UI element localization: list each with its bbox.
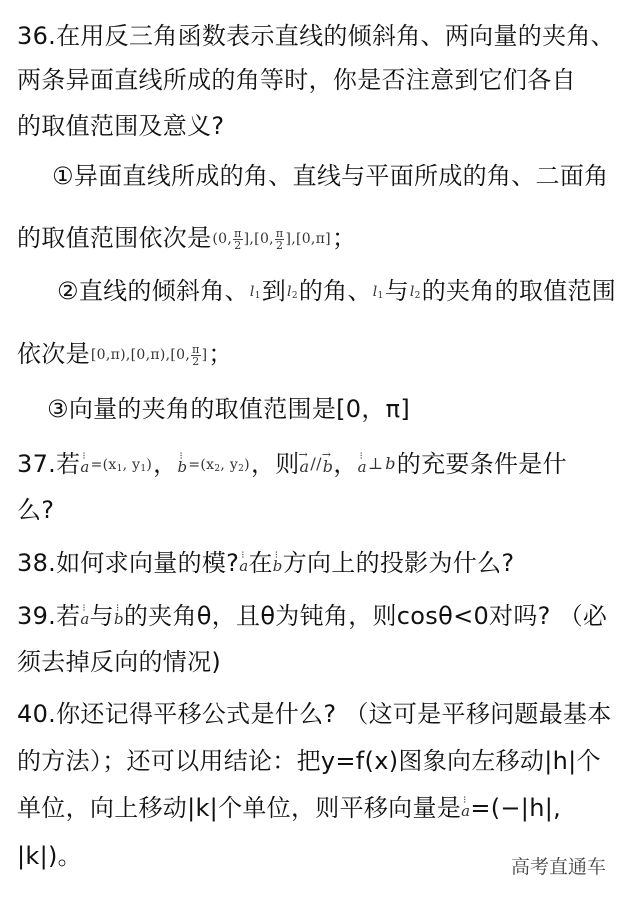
l3-symbol: $l_1$	[372, 284, 384, 301]
l1-symbol: $l_1$	[249, 284, 261, 301]
item-2-line-2: 依次是[0,π),[0,π),[0, $\frac{\pi}{2}$ ]；	[17, 340, 233, 368]
line-36-1: 36.在用反三角函数表示直线的倾斜角、两向量的夹角、	[17, 22, 615, 50]
l4-symbol: $l_2$	[409, 284, 421, 301]
line-39-1: 39.若⁝ a与⁝ b的夹角θ，且θ为钝角，则cosθ<0对吗? （必	[17, 600, 607, 635]
line-37-2: 么?	[17, 496, 55, 524]
line-40-2: 的方法）；还可以用结论：把y=f(x)图象向左移动|h|个	[17, 747, 601, 775]
line-39-2: 须去掉反向的情况)	[17, 648, 222, 676]
arrow-vector-a: → a	[300, 451, 310, 483]
item-3-line: ③向量的夹角的取值范围是[0，π]	[47, 395, 411, 423]
line-37-1: 37.若⁝ $a=(x_1$, $y_1$)，⁝ $b=(x_2$, $y_2$)，则→ a//→ b，⁝ a⊥ b的充要条件是什	[17, 448, 567, 485]
vector-a: ⁝ a	[461, 795, 470, 827]
ranges-1-formula: (0, $\frac{\pi}{2}$ ],[0, $\frac{\pi}{2}$ ],[0,π]	[212, 226, 331, 252]
vector-b: ⁝ b	[177, 451, 187, 483]
line-38: 38.如何求向量的模?⁝ a在⁝ b方向上的投影为什么?	[17, 547, 514, 582]
line-40-4: |k|)。	[17, 842, 82, 870]
ranges-label: 的取值范围依次是	[17, 224, 212, 252]
l2-symbol: $l_2$	[287, 284, 298, 301]
b-coords: $=(x_2$, $y_2$)	[188, 457, 250, 474]
line-40-3: 单位，向上移动|k|个单位，则平移向量是⁝ a=(−|h|,	[17, 792, 561, 827]
vector-b: ⁝ b	[273, 550, 283, 582]
vector-a: ⁝ a	[80, 603, 89, 635]
ranges-2-formula: [0,π),[0,π),[0, $\frac{\pi}{2}$ ]	[90, 342, 208, 368]
watermark: 高考直通车	[510, 856, 606, 878]
line-36-2: 两条异面直线所成的角等时，你是否注意到它们各自	[17, 66, 576, 94]
line-36-3: 的取值范围及意义?	[17, 112, 225, 140]
vector-a: ⁝ a	[80, 451, 89, 483]
item-1-line-2: 的取值范围依次是(0, $\frac{\pi}{2}$ ],[0, $\frac{\pi}{2}$ ],[0,π]；	[17, 224, 357, 252]
vector-a: ⁝ a	[239, 550, 248, 582]
item-1-line-1: ①异面直线所成的角、直线与平面所成的角、二面角	[52, 162, 609, 190]
line-40-1: 40.你还记得平移公式是什么? （这可是平移问题最基本	[17, 700, 612, 728]
item-2-line-1: ②直线的倾斜角、$l_1$到$l_2$的角、$l_1$与$l_2$的夹角的取值范围	[57, 277, 617, 305]
arrow-vector-b: → b	[323, 451, 334, 483]
a-coords: $=(x_1$, $y_1$)	[90, 457, 153, 474]
vector-a-2: ⁝ a	[358, 451, 367, 483]
vector-b: ⁝ b	[114, 603, 124, 635]
